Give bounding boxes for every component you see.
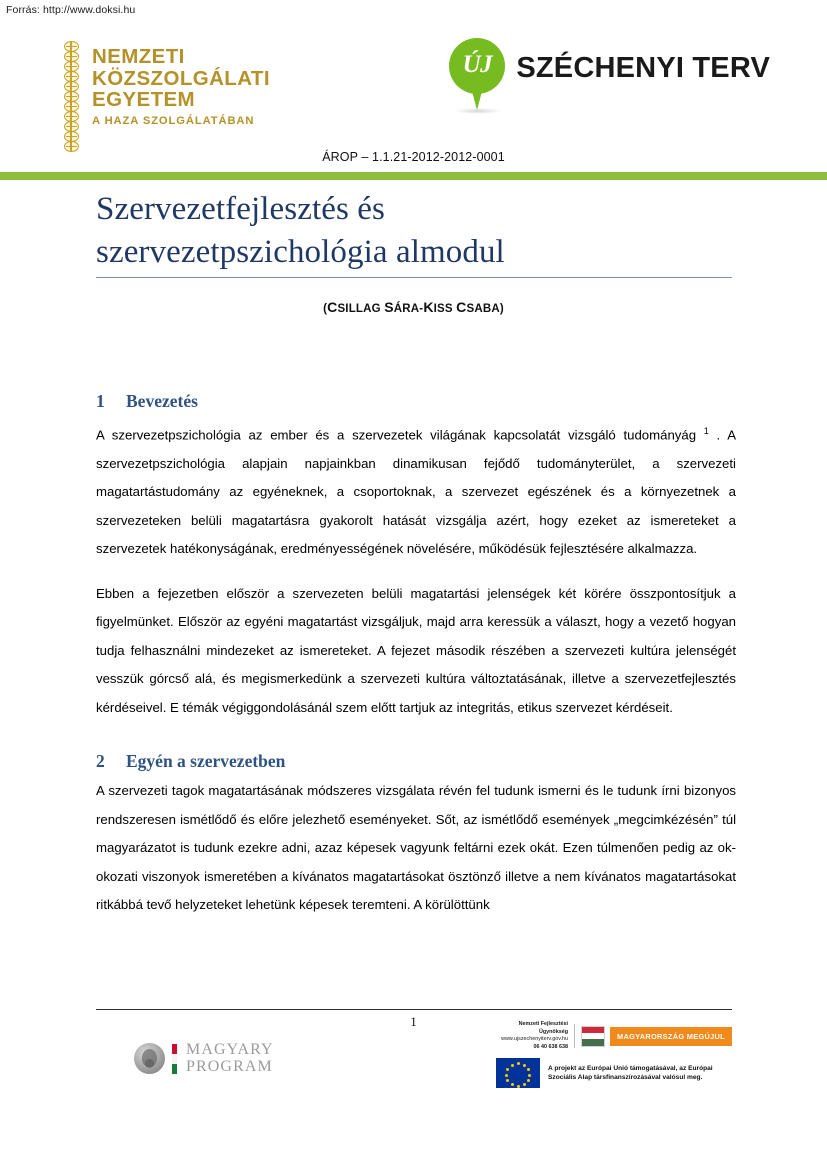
- eu-funding-block: [496, 1021, 732, 1088]
- page-title: [96, 188, 736, 274]
- header-green-divider: [0, 172, 827, 180]
- page-title-line-2: szervezetpszichológia almodul: [96, 234, 505, 270]
- authors-cap-2: S: [384, 299, 394, 315]
- hungary-flag-icon: [581, 1026, 605, 1047]
- authors-line: [0, 299, 827, 315]
- szechenyi-terv-logo: [449, 38, 770, 114]
- portrait-medallion-icon: [134, 1043, 165, 1074]
- nfu-agency-name: Nemzeti Fejlesztési Ügynökség: [518, 1021, 569, 1035]
- paragraph-1-2: Ebben a fejezetben először a szervezeten belüli magatartási jelenségek két körére összpontosítjuk a figyelmünket. Először az egyéni magatartást vizsgáljuk, majd arra keressük a választ, hogy a vezető hogyan tudja felhasználni mindezeket az ismereteket. A fejezet második részében a szervezeti kultúra jelenségét vesszük górcső alá, és megismerkedünk a szervezeti kultúra változtatásának, illetve a szervezetfejlesztés kérdéseivel. E témák végiggondolásánál szem előtt tartjuk az integritás, etikus szervezet kérdéseit.: [96, 585, 736, 715]
- authors-word-4: SABA: [466, 303, 500, 315]
- section-title-1: Bevezetés: [126, 391, 198, 411]
- szechenyi-wordmark: SZÉCHENYI TERV: [516, 51, 770, 84]
- title-divider: [96, 277, 732, 278]
- section-title-2: Egyén a szervezetben: [126, 751, 286, 772]
- project-code: ÁROP – 1.1.21-2012-2012-0001: [322, 150, 505, 164]
- eu-caption-line-1: A projekt az Európai Unió támogatásával, az Európai: [548, 1064, 713, 1072]
- eu-flag-icon: [496, 1058, 540, 1088]
- nke-logo-line-2: KÖZSZOLGÁLATI: [92, 66, 270, 90]
- page-number: 1: [410, 1014, 417, 1029]
- nfu-website: www.ujszechenyiterv.gov.hu: [501, 1036, 569, 1043]
- authors-cap-4: C: [456, 299, 467, 315]
- section-number-1: 1: [96, 391, 105, 411]
- nfu-divider: [574, 1024, 575, 1048]
- authors-dash: -: [419, 303, 424, 315]
- paragraph-2-1: A szervezeti tagok magatartásának módszeres vizsgálata révén fel tudunk ismerni és le tudunk írni bizonyos rendszeresen ismétlődő és előre jelezhető eseményeket. Sőt, az ismétlődő események „megcimkézésén” túl magyarázatot is tudunk ezekre adni, azaz képesek vagyunk feltárni ezek okát. Ezen túlmenően pedig az ok-okozati viszonyok ismeretében a kívánatos magatartásokat ösztönző illetve a nem kívánatos magatartásokat ritkábbá tevő helyzeteket lehetünk képesek teremteni. A körülöttünk: [96, 783, 736, 913]
- document-body: [96, 390, 736, 920]
- authors-cap-3: K: [423, 299, 434, 315]
- magyary-program-logo: [134, 1042, 274, 1075]
- footer-divider: [96, 1009, 732, 1010]
- footnote-marker-1: 1: [703, 426, 709, 436]
- nfu-phone: 06 40 638 638: [533, 1043, 569, 1050]
- nke-logo-line-3: EGYETEM: [92, 88, 196, 111]
- authors-paren-open: (: [323, 303, 328, 315]
- nke-logo-tagline: A HAZA SZOLGÁLATÁBAN: [92, 114, 255, 127]
- nke-logo: [62, 40, 270, 152]
- map-pin-icon: [449, 38, 507, 114]
- authors-cap-1: C: [327, 299, 338, 315]
- paragraph-1-1: [96, 417, 736, 564]
- szechenyi-pin-label: ÚJ: [462, 51, 493, 78]
- page-title-line-1: Szervezetfejlesztés és: [96, 191, 385, 227]
- nke-logo-line-1: NEMZETI: [92, 45, 185, 68]
- paragraph-1-1-part-1: A szervezetpszichológia az ember és a szervezetek világának kapcsolatát vizsgáló tudományág: [96, 427, 704, 443]
- magyary-logo-line-2: PROGRAM: [186, 1057, 273, 1075]
- authors-word-2: ÁRA: [393, 303, 420, 315]
- hungarian-stripe-icon: [172, 1044, 177, 1074]
- nfu-contact-text: [496, 1021, 568, 1051]
- eu-funding-caption: [548, 1064, 713, 1083]
- section-heading-1: [96, 390, 736, 412]
- section-number-2: 2: [96, 751, 105, 772]
- authors-word-3: ISS: [433, 303, 453, 315]
- source-watermark: Forrás: http://www.doksi.hu: [6, 4, 136, 16]
- authors-paren-close: ): [499, 303, 504, 315]
- authors-word-1: SILLAG: [337, 303, 381, 315]
- nke-ornament-icon: [62, 40, 82, 152]
- eu-caption-line-2: Szociális Alap társfinanszírozásával valósul meg.: [548, 1074, 703, 1082]
- paragraph-1-1-part-2: . A szervezetpszichológia alapjain napjainkban dinamikusan fejődő tudományterület, a szervezeti magatartástudomány az egyéneknek, a csoportoknak, a szervezet egészének és a környezetnek a szervezeteken belüli magatartásra gyakorolt hatását vizsgálja azért, hogy ezeket az ismereteket a szervezetek hatékonyságának, eredményességének növelésére, működésük fejlesztésére alkalmazza.: [96, 427, 737, 557]
- magyarorszag-megujul-badge: MAGYARORSZÁG MEGÚJUL: [610, 1027, 732, 1046]
- magyary-logo-line-1: MAGYARY: [186, 1041, 274, 1058]
- section-heading-2: [96, 750, 736, 772]
